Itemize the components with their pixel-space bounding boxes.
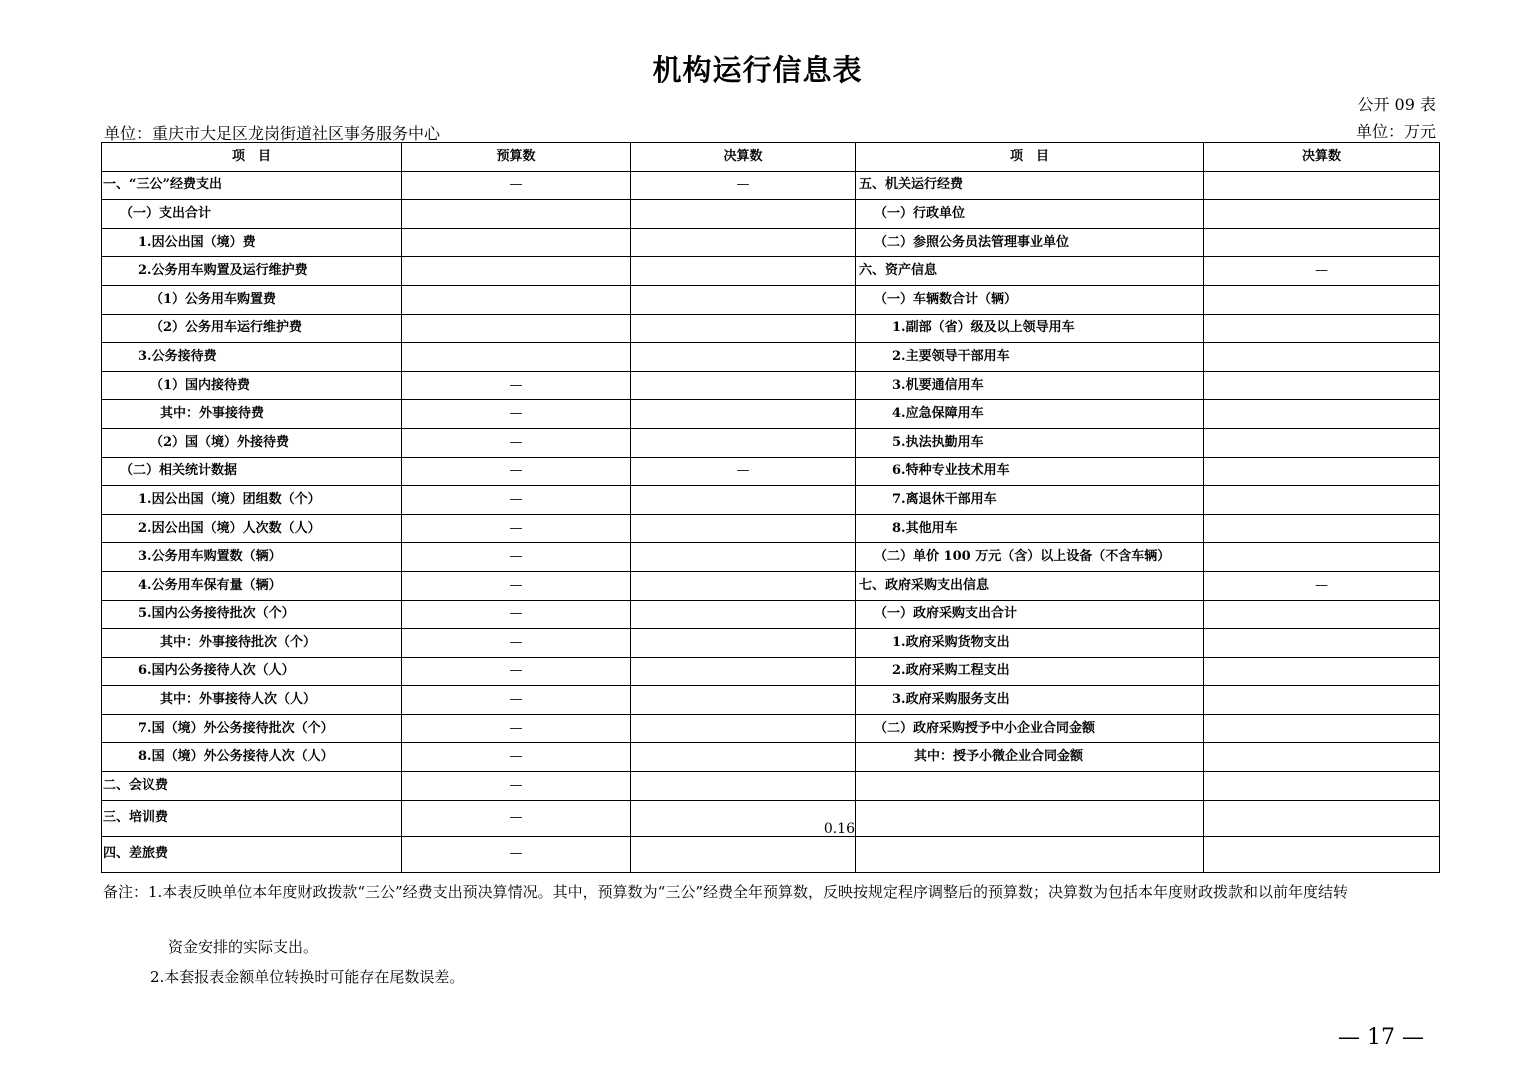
row-right-final-value bbox=[1204, 600, 1440, 629]
row-budget-value: — bbox=[402, 571, 631, 600]
row-right-final-value bbox=[1204, 343, 1440, 372]
row-budget-value bbox=[402, 314, 631, 343]
row-final-value bbox=[631, 657, 856, 686]
row-item-left: 5.国内公务接待批次（个） bbox=[102, 600, 402, 629]
row-budget-value: — bbox=[402, 836, 631, 872]
row-budget-value bbox=[402, 228, 631, 257]
note-line-1: 备注：1.本表反映单位本年度财政拨款“三公”经费支出预决算情况。其中，预算数为“三公”经费全年预算数，反映按规定程序调整后的预算数；决算数为包括本年度财政拨款和以前年度结转 bbox=[103, 883, 1348, 901]
row-budget-value: — bbox=[402, 800, 631, 836]
row-item-right bbox=[856, 800, 1204, 836]
row-item-right: 五、机关运行经费 bbox=[856, 171, 1204, 200]
row-item-left: 8.国（境）外公务接待人次（人） bbox=[102, 743, 402, 772]
row-right-final-value bbox=[1204, 228, 1440, 257]
row-item-right bbox=[856, 772, 1204, 801]
row-budget-value bbox=[402, 200, 631, 229]
row-item-right: 8.其他用车 bbox=[856, 514, 1204, 543]
row-right-final-value bbox=[1204, 543, 1440, 572]
row-item-right: （二）政府采购授予中小企业合同金额 bbox=[856, 714, 1204, 743]
row-item-left: 其中：外事接待费 bbox=[102, 400, 402, 429]
row-right-final-value bbox=[1204, 171, 1440, 200]
row-right-final-value bbox=[1204, 314, 1440, 343]
row-budget-value: — bbox=[402, 600, 631, 629]
row-item-right: 2.政府采购工程支出 bbox=[856, 657, 1204, 686]
row-final-value bbox=[631, 486, 856, 515]
row-item-left: （二）相关统计数据 bbox=[102, 457, 402, 486]
table-row bbox=[102, 257, 1440, 286]
info-table bbox=[101, 142, 1440, 873]
row-item-left: 其中：外事接待批次（个） bbox=[102, 629, 402, 658]
row-item-right: （二）单价 100 万元（含）以上设备（不含车辆） bbox=[856, 543, 1204, 572]
row-budget-value: — bbox=[402, 371, 631, 400]
row-final-value bbox=[631, 314, 856, 343]
row-item-right: （一）政府采购支出合计 bbox=[856, 600, 1204, 629]
row-final-value bbox=[631, 571, 856, 600]
row-item-left: （一）支出合计 bbox=[102, 200, 402, 229]
row-budget-value bbox=[402, 343, 631, 372]
row-right-final-value bbox=[1204, 836, 1440, 872]
row-final-value bbox=[631, 228, 856, 257]
row-item-left: 6.国内公务接待人次（人） bbox=[102, 657, 402, 686]
row-item-left: 二、会议费 bbox=[102, 772, 402, 801]
row-right-final-value bbox=[1204, 657, 1440, 686]
row-item-right: （二）参照公务员法管理事业单位 bbox=[856, 228, 1204, 257]
row-item-left: 2.公务用车购置及运行维护费 bbox=[102, 257, 402, 286]
row-final-value bbox=[631, 200, 856, 229]
header-budget: 预算数 bbox=[402, 143, 631, 172]
row-right-final-value bbox=[1204, 772, 1440, 801]
currency-unit: 单位：万元 bbox=[1355, 122, 1436, 141]
row-final-value bbox=[631, 629, 856, 658]
row-item-right: 5.执法执勤用车 bbox=[856, 428, 1204, 457]
row-right-final-value bbox=[1204, 428, 1440, 457]
unit-label: 单位：重庆市大足区龙岗街道社区事务服务中心 bbox=[104, 124, 441, 143]
row-item-right: 六、资产信息 bbox=[856, 257, 1204, 286]
table-row bbox=[102, 371, 1440, 400]
row-item-left: 3.公务用车购置数（辆） bbox=[102, 543, 402, 572]
table-row bbox=[102, 836, 1440, 872]
table-row bbox=[102, 343, 1440, 372]
row-budget-value: — bbox=[402, 400, 631, 429]
row-item-left: （1）公务用车购置费 bbox=[102, 285, 402, 314]
row-item-right bbox=[856, 836, 1204, 872]
row-budget-value: — bbox=[402, 543, 631, 572]
row-item-left: 1.因公出国（境）团组数（个） bbox=[102, 486, 402, 515]
row-final-value bbox=[631, 371, 856, 400]
table-row bbox=[102, 543, 1440, 572]
table-row bbox=[102, 171, 1440, 200]
table-row bbox=[102, 457, 1440, 486]
table-row bbox=[102, 514, 1440, 543]
row-final-value bbox=[631, 714, 856, 743]
row-final-value bbox=[631, 514, 856, 543]
row-right-final-value bbox=[1204, 514, 1440, 543]
header-item-right: 项 目 bbox=[856, 143, 1204, 172]
row-item-right: 1.副部（省）级及以上领导用车 bbox=[856, 314, 1204, 343]
header-final: 决算数 bbox=[631, 143, 856, 172]
row-right-final-value bbox=[1204, 743, 1440, 772]
row-item-right: 3.政府采购服务支出 bbox=[856, 686, 1204, 715]
row-item-right: （一）行政单位 bbox=[856, 200, 1204, 229]
table-row bbox=[102, 486, 1440, 515]
page-number: — 17 — bbox=[1338, 1025, 1424, 1050]
row-item-right: 3.机要通信用车 bbox=[856, 371, 1204, 400]
row-item-left: （1）国内接待费 bbox=[102, 371, 402, 400]
row-item-left: 四、差旅费 bbox=[102, 836, 402, 872]
row-item-left: 2.因公出国（境）人次数（人） bbox=[102, 514, 402, 543]
table-row bbox=[102, 629, 1440, 658]
row-final-value bbox=[631, 836, 856, 872]
row-final-value bbox=[631, 600, 856, 629]
row-right-final-value bbox=[1204, 629, 1440, 658]
row-final-value bbox=[631, 285, 856, 314]
table-body bbox=[102, 171, 1440, 872]
table-row bbox=[102, 400, 1440, 429]
table-row bbox=[102, 743, 1440, 772]
table-row bbox=[102, 772, 1440, 801]
row-item-right: 其中：授予小微企业合同金额 bbox=[856, 743, 1204, 772]
row-budget-value: — bbox=[402, 714, 631, 743]
row-item-left: 4.公务用车保有量（辆） bbox=[102, 571, 402, 600]
row-right-final-value bbox=[1204, 200, 1440, 229]
row-right-final-value bbox=[1204, 371, 1440, 400]
row-right-final-value bbox=[1204, 800, 1440, 836]
row-item-left: 三、培训费 bbox=[102, 800, 402, 836]
form-number: 公开 09 表 bbox=[1357, 95, 1436, 114]
header-item-left: 项 目 bbox=[102, 143, 402, 172]
row-final-value bbox=[631, 343, 856, 372]
row-right-final-value bbox=[1204, 486, 1440, 515]
table-row bbox=[102, 428, 1440, 457]
table-row bbox=[102, 800, 1440, 836]
row-final-value: — bbox=[631, 171, 856, 200]
row-item-left: 其中：外事接待人次（人） bbox=[102, 686, 402, 715]
row-budget-value: — bbox=[402, 657, 631, 686]
row-item-right: 7.离退休干部用车 bbox=[856, 486, 1204, 515]
table-row bbox=[102, 285, 1440, 314]
row-budget-value: — bbox=[402, 743, 631, 772]
row-budget-value: — bbox=[402, 171, 631, 200]
row-budget-value: — bbox=[402, 486, 631, 515]
row-budget-value: — bbox=[402, 457, 631, 486]
row-final-value bbox=[631, 743, 856, 772]
row-right-final-value bbox=[1204, 686, 1440, 715]
row-item-right: （一）车辆数合计（辆） bbox=[856, 285, 1204, 314]
table-row bbox=[102, 686, 1440, 715]
table-row bbox=[102, 657, 1440, 686]
note-line-3: 2.本套报表金额单位转换时可能存在尾数误差。 bbox=[150, 968, 465, 986]
row-final-value bbox=[631, 428, 856, 457]
row-final-value bbox=[631, 543, 856, 572]
table-row bbox=[102, 200, 1440, 229]
page-title: 机构运行信息表 bbox=[652, 53, 863, 87]
row-final-value: — bbox=[631, 457, 856, 486]
row-item-left: 1.因公出国（境）费 bbox=[102, 228, 402, 257]
row-right-final-value bbox=[1204, 400, 1440, 429]
row-item-right: 4.应急保障用车 bbox=[856, 400, 1204, 429]
row-final-value bbox=[631, 257, 856, 286]
row-budget-value: — bbox=[402, 514, 631, 543]
row-budget-value: — bbox=[402, 772, 631, 801]
row-final-value bbox=[631, 400, 856, 429]
row-final-value: 0.16 bbox=[631, 800, 856, 836]
row-item-left: （2）公务用车运行维护费 bbox=[102, 314, 402, 343]
row-budget-value: — bbox=[402, 428, 631, 457]
row-right-final-value: — bbox=[1204, 571, 1440, 600]
table-row bbox=[102, 714, 1440, 743]
row-item-right: 1.政府采购货物支出 bbox=[856, 629, 1204, 658]
note-line-2: 资金安排的实际支出。 bbox=[168, 938, 319, 956]
row-item-left: 3.公务接待费 bbox=[102, 343, 402, 372]
row-budget-value bbox=[402, 257, 631, 286]
header-final-right: 决算数 bbox=[1204, 143, 1440, 172]
table-row bbox=[102, 314, 1440, 343]
table-row bbox=[102, 571, 1440, 600]
table-row bbox=[102, 600, 1440, 629]
row-right-final-value bbox=[1204, 285, 1440, 314]
row-item-left: 一、“三公”经费支出 bbox=[102, 171, 402, 200]
row-item-left: 7.国（境）外公务接待批次（个） bbox=[102, 714, 402, 743]
row-budget-value: — bbox=[402, 629, 631, 658]
row-item-right: 6.特种专业技术用车 bbox=[856, 457, 1204, 486]
table-row bbox=[102, 228, 1440, 257]
row-item-right: 2.主要领导干部用车 bbox=[856, 343, 1204, 372]
row-item-right: 七、政府采购支出信息 bbox=[856, 571, 1204, 600]
row-right-final-value bbox=[1204, 714, 1440, 743]
row-right-final-value: — bbox=[1204, 257, 1440, 286]
row-right-final-value bbox=[1204, 457, 1440, 486]
row-budget-value bbox=[402, 285, 631, 314]
row-final-value bbox=[631, 772, 856, 801]
row-final-value bbox=[631, 686, 856, 715]
table-header-row bbox=[102, 143, 1440, 172]
row-item-left: （2）国（境）外接待费 bbox=[102, 428, 402, 457]
row-budget-value: — bbox=[402, 686, 631, 715]
